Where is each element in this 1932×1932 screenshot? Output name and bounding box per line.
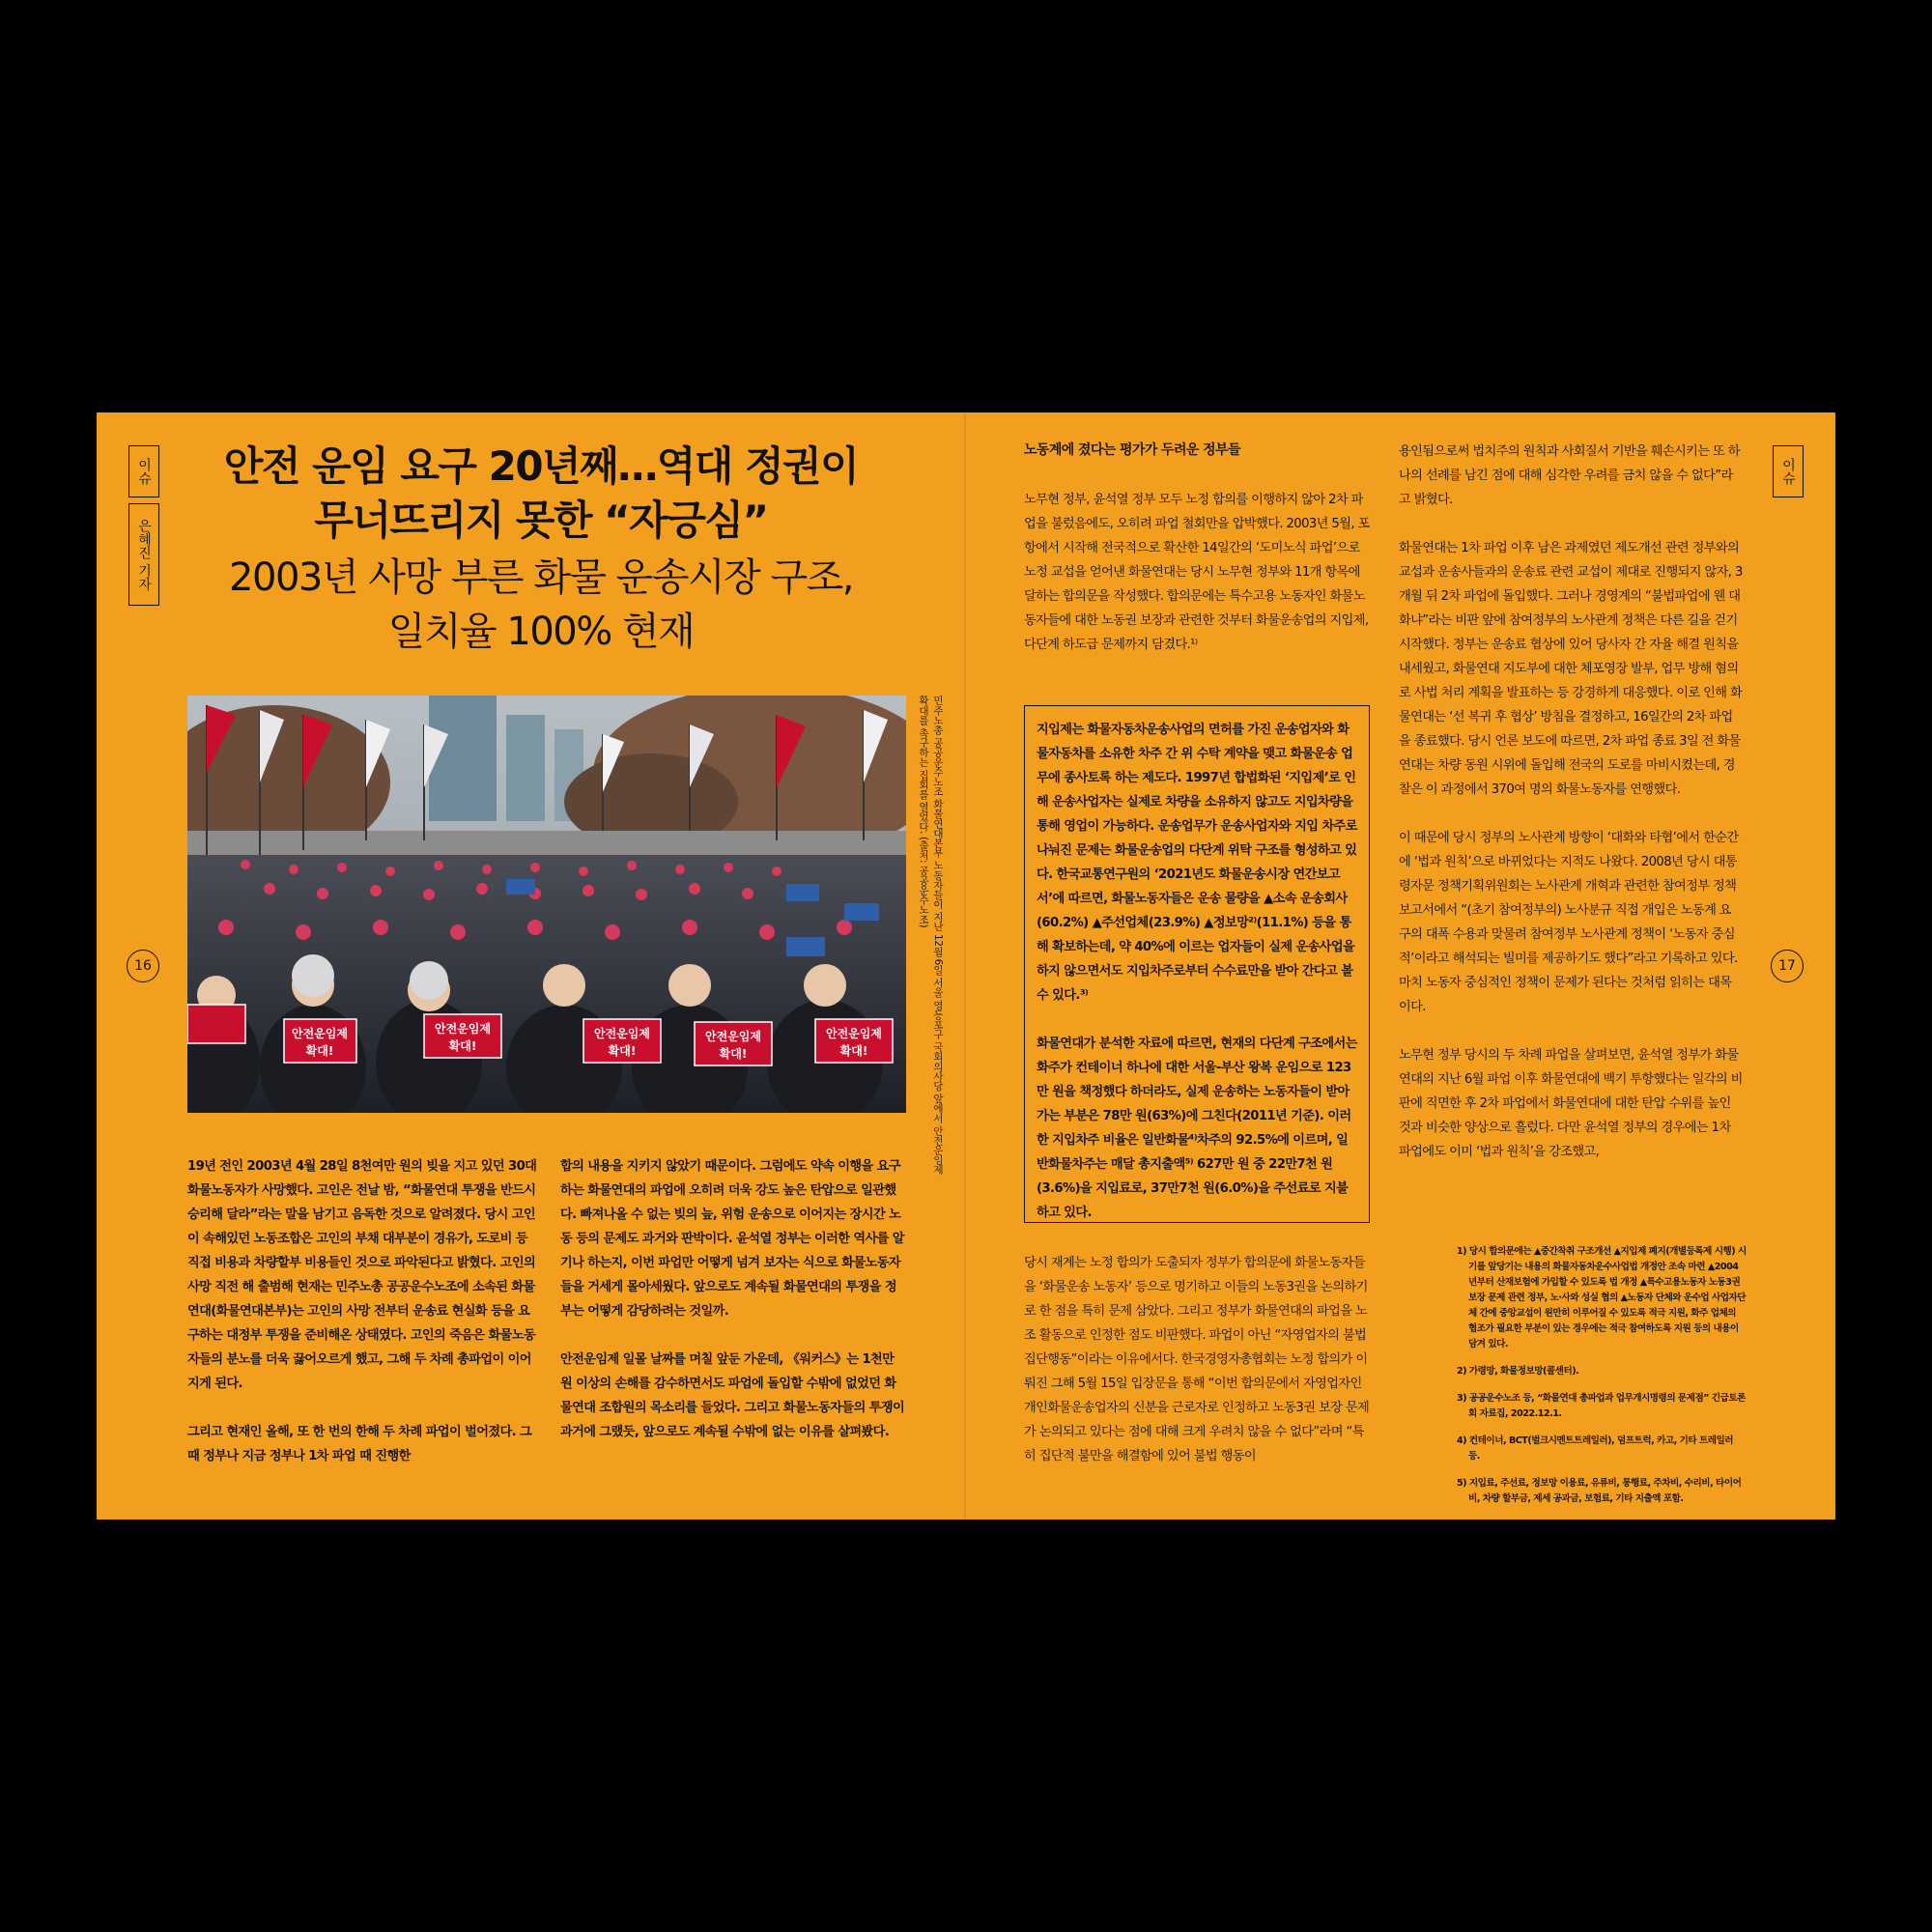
body-paragraph: 용인됨으로써 법치주의 원칙과 사회질서 기반을 훼손시키는 또 하나의 선례를 남긴 점에 대해 심각한 우려를 금치 않을 수 없다”라고 밝혔다. — [1399, 444, 1740, 507]
sign-text-4b: 확대! — [719, 1047, 748, 1061]
body-paragraph: 노무현 정부 당시의 두 차례 파업을 살펴보면, 윤석열 정부가 화물연대의 지난 6월 파업 이후 화물연대에 백기 투항했다는 일각의 비판에 직면한 후 2차 파업에서 화물연대에 대한 탄압 수위를 높인 것과 비슷한 양상으로 흘렀다. 다만 윤석열 정부의 경우에는 1차 파업에도 이미 ‘법과 원칙’을 강조했고, — [1399, 1048, 1743, 1159]
sign-text-3b: 확대! — [608, 1044, 637, 1058]
page-number-right: 17 — [1771, 950, 1804, 982]
footnote-item: 1) 당시 합의문에는 ▲중간착취 구조개선 ▲지입제 폐지(개별등록제 시행) 시기를 앞당기는 내용의 화물자동차운수사업법 개정안 조속 마련 ▲2004년부터 산재보험에 가입할 수 있도록 법 개정 ▲특수고용노동자 노동3권 보장 문제 관련 정부, 노·사와 성실 협의 ▲노동자 단체와 운수업 사업자단체 간에 중앙교섭이 원만히 이루어질 수 있도록 적극 지원, 화주 업체의 협조가 필요한 부분이 있는 경우에는 적극 참여하도록 지원 등의 내용이 담겨 있다. — [1457, 1246, 1747, 1350]
sign-text-2a: 안전운임제 — [435, 1022, 491, 1036]
body-column-4 — [1399, 440, 1743, 1188]
footnote-item: 3) 공공운수노조 등, “화물연대 총파업과 업무개시명령의 문제점” 긴급토론회 자료집, 2022.12.1. — [1457, 1393, 1746, 1419]
body-paragraph: 합의 내용을 지키지 않았기 때문이다. 그럼에도 약속 이행을 요구하는 화물연대의 파업에 오히려 더욱 강도 높은 탄압으로 일관했다. 빠져나올 수 없는 빚의 늪, 위험 운송으로 이어지는 장시간 노동 등의 문제도 과거와 판박이다. 윤석열 정부는 이러한 역사를 알기나 하는지, 이번 파업만 어떻게 넘겨 보자는 식으로 화물노동자들을 거세게 몰아세웠다. 앞으로도 계속될 화물연대의 투쟁을 정부는 어떻게 감당하려는 것일까. — [560, 1159, 904, 1319]
body-paragraph: 19년 전인 2003년 4월 28일 8천여만 원의 빚을 지고 있던 30대 화물노동자가 사망했다. 고인은 전날 밤, “화물연대 투쟁을 반드시 승리해 달라”라는 말을 남기고 음독한 것으로 알려졌다. 당시 고인이 속해있던 노동조합은 고인의 부채 대부분이 경유가, 도로비 등 직접 비용과 차량할부 비용들인 것으로 파악된다고 밝혔다. 고인의 사망 직전 해 출범해 현재는 민주노총 공공운수노조에 소속된 화물연대(화물연대본부)는 고인의 사망 전부터 운송료 현실화 등을 요구하는 대정부 투쟁을 준비해온 상태였다. 고인의 죽음은 화물노동자들의 분노를 더욱 끓어오르게 했고, 그해 두 차례 총파업이 이어지게 된다. — [187, 1159, 537, 1391]
section-tab-issue-right: 이슈 — [1773, 445, 1804, 497]
body-paragraph: 노무현 정부, 윤석열 정부 모두 노정 합의를 이행하지 않아 2차 파업을 불렀음에도, 오히려 파업 철회만을 압박했다. 2003년 5월, 포항에서 시작해 전국적으로 확산한 14일간의 ‘도미노식 파업’으로 노정 교섭을 얻어낸 화물연대는 당시 노무현 정부와 11개 항목에 달하는 합의문을 작성했다. 합의문에는 특수고용 노동자인 화물노동자들에 대한 노동권 보장과 관련한 것부터 화물운송업의 지입제, 다단계 하도급 문제까지 담겼다.¹⁾ — [1024, 493, 1370, 652]
page-fold — [964, 412, 966, 1520]
headline-main — [193, 440, 889, 548]
body-paragraph: 화물연대는 1차 파업 이후 남은 과제였던 제도개선 관련 정부와의 교섭과 운송사들과의 운송료 관련 교섭이 제대로 진행되지 않자, 3개월 뒤 2차 파업에 돌입했다. 그러나 경영계의 “불법파업에 웬 대화냐”라는 비판 앞에 참여정부의 노사관계 정책은 다른 길을 걷기 시작했다. 정부는 운송료 협상에 있어 당사자 간 자율 해결 원칙을 내세웠고, 화물연대 지도부에 대한 체포영장 발부, 업무 방해 혐의로 사법 처리 계획을 발표하는 등 강경하게 대응했다. 이로 인해 화물연대는 ‘선 복귀 후 협상’ 방침을 결정하고, 16일간의 2차 파업을 종료했다. 당시 언론 보도에 따르면, 2차 파업 종료 3일 전 화물연대는 차량 동원 시위에 돌입해 전국의 도로를 마비시켰는데, 경찰은 이 과정에서 370여 명의 화물노동자를 연행했다. — [1399, 541, 1743, 797]
sign-text-5a: 안전운임제 — [826, 1027, 882, 1040]
body-column-3-continued: 당시 재계는 노정 합의가 도출되자 정부가 합의문에 화물노동자들을 ‘화물운송 노동자’ 등으로 명기하고 이들의 노동3권을 논의하기로 한 점을 특히 문제 삼았다. 그리고 정부가 화물연대의 파업을 노조 활동으로 인정한 점도 비판했다. 파업이 아닌 “자영업자의 불법 집단행동”이라는 이유에서다. 한국경영자총협회는 노정 합의가 이뤄진 그해 5월 15일 입장문을 통해 “이번 합의문에서 자영업자인 개인화물운송업자의 신분을 근로자로 인정하고 노동3권 보장 문제가 논의되고 있다는 점에 대해 크게 우려치 않을 수 없다”라며 “특히 집단적 불만을 해결함에 있어 불법 행동이 — [1024, 1256, 1370, 1463]
sidebar-paragraph: 지입제는 화물자동차운송사업의 면허를 가진 운송업자와 화물자동차를 소유한 차주 간 위 수탁 계약을 맺고 화물운송 업무에 종사토록 하는 제도다. 1997년 합법화된 ‘지입제’로 인해 운송사업자는 실제로 차량을 소유하지 않고도 지입차량을 통해 영업이 가능하다. 운송업무가 운송사업자와 지입 차주로 나눠진 문제는 화물운송업의 다단계 위탁 구조를 형성하고 있다. 한국교통연구원의 ‘2021년도 화물운송시장 연간보고서’에 따르면, 화물노동자들은 운송 물량을 ▲소속 운송회사(60.2%) ▲주선업체(23.9%) ▲정보망²⁾(11.1%) 등을 통해 확보하는데, 약 40%에 이르는 업자들이 실제 운송사업을 하지 않으면서도 지입차주로부터 수수료만을 받아 간다고 볼 수 있다.³⁾ — [1037, 723, 1357, 1003]
sign-text-2b: 확대! — [448, 1039, 477, 1053]
body-paragraph: 이 때문에 당시 정부의 노사관계 방향이 ‘대화와 타협’에서 한순간에 ‘법과 원칙’으로 바뀌었다는 지적도 나왔다. 2008년 당시 대통령자문 정책기획위원회는 노사관계 개혁과 관련한 참여정부 정책보고서에서 “(초기 참여정부의) 노사분규 직접 개입은 노동계 요구의 대폭 수용과 맞물려 참여정부 노사관계 정책이 ‘노동자 중심적’이라고 해석되는 빌미를 제공하기도 했다”라고 기록하고 있다. 마치 노동자 중심적인 정책이 문제가 된다는 것처럼 읽히는 대목이다. — [1399, 831, 1739, 1014]
footnote-item: 4) 컨테이너, BCT(벌크시멘트트레일러), 덤프트럭, 카고, 기타 트레일러 등. — [1457, 1435, 1734, 1462]
body-paragraph: 그리고 현재인 올해, 또 한 번의 한해 두 차례 파업이 벌어졌다. 그때 정부나 지금 정부나 1차 파업 때 진행한 — [187, 1425, 532, 1463]
reporter-tab: 은혜진 기자 — [128, 503, 159, 606]
headline-sub-line-2: 일치율 100% 현재 — [387, 610, 695, 654]
footnote-item: 2) 가령망, 화물정보망(콜센터). — [1457, 1366, 1579, 1377]
section-tab-issue: 이슈 — [128, 445, 159, 497]
sign-text-5b: 확대! — [839, 1044, 868, 1058]
headline-sub-line-1: 2003년 사망 부른 화물 운송시장 구조, — [229, 555, 853, 600]
body-column-1 — [187, 1154, 537, 1492]
headline-sub — [193, 551, 889, 659]
sign-text-1a: 안전운임제 — [292, 1027, 348, 1040]
body-column-3 — [1024, 440, 1370, 657]
sidebar-paragraph: 화물연대가 분석한 자료에 따르면, 현재의 다단계 구조에서는 화주가 컨테이너 하나에 대한 서울-부산 왕복 운임으로 123만 원을 책정했다 하더라도, 실제 운송하는 노동자들이 받아 가는 부분은 78만 원(63%)에 그친다(2011년 기준). 이러한 지입차주 비율은 일반화물⁴⁾차주의 92.5%에 이르며, 일반화물차주는 매달 총지출액⁵⁾ 627만 원 중 22만7천 원(3.6%)을 지입료로, 37만7천 원(6.0%)을 주선료로 지불하고 있다. — [1037, 1037, 1357, 1220]
headline-line-1: 안전 운임 요구 20년째…역대 정권이 — [223, 442, 859, 490]
protest-photo-illustration — [187, 696, 906, 1113]
sign-text-3a: 안전운임제 — [594, 1027, 650, 1040]
sign-text-1b: 확대! — [305, 1044, 334, 1058]
body-paragraph: 안전운임제 일몰 날짜를 며칠 앞둔 가운데, 《워커스》는 1천만 원 이상의 손해를 감수하면서도 파업에 돌입할 수밖에 없었던 화물연대 조합원의 목소리를 들었다. 그리고 화물노동자들의 투쟁이 과거에 그랬듯, 앞으로도 계속될 수밖에 없는 이유를 살펴봤다. — [560, 1352, 905, 1439]
protest-photo — [187, 696, 906, 1113]
page-number-left: 16 — [127, 950, 159, 982]
sidebar-box — [1024, 705, 1370, 1223]
body-column-2 — [560, 1154, 906, 1468]
photo-caption: 민주노총 공공운수노조 화물연대본부 노동자들이 지난 12월 6일 서울 영등포구 국회의사당 앞에서 안전운임제 확대를 촉구하는 집회를 열었다. (출처: 공공운수노조) — [918, 696, 944, 1175]
footnote-item: 5) 지입료, 주선료, 정보망 이용료, 유류비, 통행료, 주차비, 수리비, 타이어비, 차량 할부금, 제세 공과금, 보험료, 기타 지출액 포함. — [1457, 1478, 1742, 1504]
section-subhead: 노동계에 졌다는 평가가 두려운 정부들 — [1024, 442, 1240, 458]
sign-text-4a: 안전운임제 — [705, 1030, 761, 1043]
headline-line-2: 무너뜨리지 못한 “자긍심” — [314, 497, 768, 544]
footnotes — [1457, 1244, 1747, 1519]
